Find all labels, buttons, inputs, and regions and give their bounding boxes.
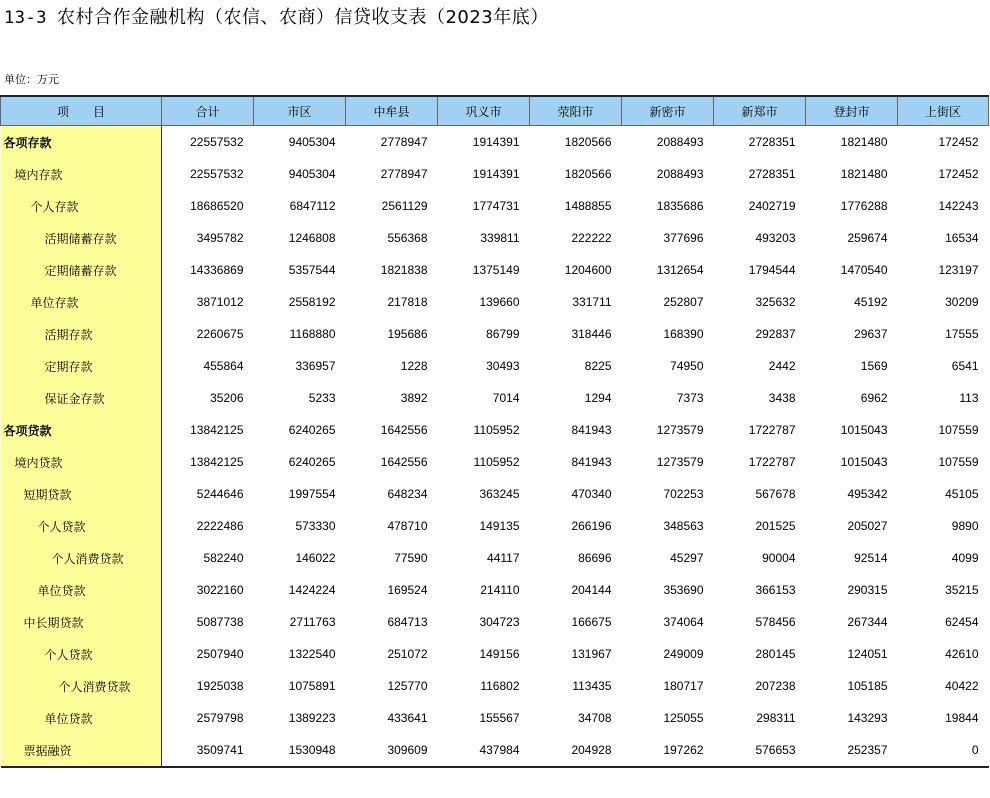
table-cell: 35206 (210, 391, 244, 405)
column-header: 合计 (162, 96, 254, 126)
table-cell: 22557532 (190, 135, 244, 149)
row-label: 保证金存款 (1, 382, 162, 414)
row-label: 各项存款 (1, 126, 162, 159)
table-cell: 2728351 (748, 135, 796, 149)
table-cell: 290315 (847, 583, 888, 597)
table-cell: 1075891 (288, 679, 336, 693)
table-cell: 366153 (755, 583, 796, 597)
table-cell: 195686 (387, 327, 428, 341)
table-cell: 1722787 (748, 455, 796, 469)
table-cell: 251072 (387, 647, 428, 661)
unit-label: 单位：万元 (4, 73, 59, 86)
table-cell: 336957 (295, 359, 336, 373)
row-label: 单位贷款 (1, 702, 162, 734)
table-cell: 90004 (762, 551, 796, 565)
table-cell: 113435 (572, 679, 612, 693)
table-cell: 5233 (308, 391, 336, 405)
table-cell: 249009 (663, 647, 704, 661)
table-cell: 214110 (480, 583, 520, 597)
table-cell: 86799 (486, 327, 520, 341)
column-header: 荥阳市 (530, 96, 622, 126)
table-row (1, 606, 989, 638)
table-cell: 3871012 (196, 295, 244, 309)
table-cell: 493203 (755, 231, 796, 245)
table-cell: 19844 (945, 711, 979, 725)
table-body (1, 126, 989, 768)
table-cell: 6962 (860, 391, 888, 405)
table-cell: 204144 (571, 583, 612, 597)
table-cell: 1273579 (656, 455, 704, 469)
table-cell: 197262 (622, 734, 714, 767)
table-cell: 2711763 (289, 615, 336, 629)
table-code: 13-3 (4, 8, 47, 28)
table-cell: 556368 (387, 231, 428, 245)
table-cell: 252807 (663, 295, 704, 309)
table-cell: 62454 (945, 615, 979, 629)
table-cell: 339811 (480, 231, 520, 245)
table-cell: 5244646 (196, 487, 244, 501)
table-cell: 172452 (938, 167, 979, 181)
table-cell: 3022160 (196, 583, 244, 597)
table-cell: 292837 (755, 327, 796, 341)
row-label: 各项贷款 (1, 414, 162, 446)
row-label: 个人存款 (1, 190, 162, 222)
table-cell: 16534 (945, 231, 979, 245)
table-row (1, 382, 989, 414)
table-cell: 2507940 (196, 647, 244, 661)
table-cell: 1105952 (473, 455, 520, 469)
table-cell: 298311 (756, 711, 796, 725)
table-cell: 1530948 (254, 734, 346, 767)
table-cell: 1375149 (472, 263, 520, 277)
table-cell: 841943 (571, 423, 612, 437)
column-header: 市区 (254, 96, 346, 126)
table-row (1, 318, 989, 350)
table-cell: 495342 (847, 487, 888, 501)
row-label: 活期存款 (1, 318, 162, 350)
table-cell: 116802 (480, 679, 520, 693)
table-row (1, 254, 989, 286)
table-cell: 217818 (387, 295, 428, 309)
table-cell: 252357 (806, 734, 898, 767)
table-cell: 142243 (938, 199, 979, 213)
table-cell: 1835686 (656, 199, 704, 213)
table-cell: 155567 (479, 711, 520, 725)
table-cell: 3892 (400, 391, 428, 405)
table-cell: 1273579 (656, 423, 704, 437)
table-cell: 437984 (438, 734, 530, 767)
table-cell: 1821480 (840, 167, 888, 181)
row-label: 定期存款 (1, 350, 162, 382)
table-cell: 9405304 (288, 135, 336, 149)
table-cell: 2728351 (748, 167, 796, 181)
column-header: 上街区 (898, 96, 989, 126)
table-row (1, 446, 989, 478)
table-cell: 207238 (755, 679, 796, 693)
table-cell: 1794544 (748, 263, 796, 277)
table-row (1, 158, 989, 190)
table-cell: 1821838 (380, 263, 428, 277)
table-cell: 702253 (663, 487, 704, 501)
column-header: 新郑市 (714, 96, 806, 126)
row-label: 短期贷款 (1, 478, 162, 510)
column-header: 新密市 (622, 96, 714, 126)
table-cell: 9890 (951, 519, 979, 533)
row-label: 中长期贷款 (1, 606, 162, 638)
row-label: 个人贷款 (1, 510, 162, 542)
table-cell: 2778947 (380, 135, 428, 149)
row-label: 单位存款 (1, 286, 162, 318)
table-cell: 169524 (387, 583, 428, 597)
table-cell: 107559 (938, 423, 979, 437)
table-cell: 45105 (945, 487, 979, 501)
table-cell: 1821480 (840, 135, 888, 149)
table-cell: 455864 (203, 359, 244, 373)
table-row (1, 126, 989, 159)
table-cell: 13842125 (190, 423, 244, 437)
table-cell: 377696 (663, 231, 704, 245)
table-cell: 1722787 (748, 423, 796, 437)
table-cell: 131967 (571, 647, 612, 661)
row-label: 境内存款 (1, 158, 162, 190)
table-row (1, 286, 989, 318)
table-cell: 180717 (663, 679, 704, 693)
table-cell: 2088493 (656, 167, 704, 181)
table-cell: 5087738 (196, 615, 244, 629)
table-cell: 304723 (479, 615, 520, 629)
column-header: 中牟县 (346, 96, 438, 126)
table-cell: 13842125 (190, 455, 244, 469)
table-cell: 77590 (394, 551, 428, 565)
table-row (1, 542, 989, 574)
table-cell: 113 (959, 391, 979, 405)
table-cell: 172452 (938, 135, 979, 149)
table-cell: 45297 (670, 551, 704, 565)
table-cell: 478710 (387, 519, 428, 533)
table-cell: 1642556 (380, 455, 428, 469)
table-cell: 125770 (387, 679, 428, 693)
table-row (1, 702, 989, 734)
table-cell: 1312654 (656, 263, 704, 277)
table-cell: 105185 (847, 679, 888, 693)
table-row (1, 574, 989, 606)
table-cell: 348563 (663, 519, 704, 533)
table-cell: 1015043 (840, 455, 888, 469)
table-row (1, 734, 989, 767)
table-cell: 29637 (854, 327, 888, 341)
table-cell: 1294 (584, 391, 612, 405)
table-cell: 3509741 (162, 734, 254, 767)
table-cell: 1820566 (564, 167, 612, 181)
table-cell: 648234 (387, 487, 428, 501)
table-cell: 318446 (571, 327, 612, 341)
table-cell: 2561129 (381, 199, 428, 213)
table-cell: 44117 (487, 551, 520, 565)
table-cell: 5357544 (288, 263, 336, 277)
table-cell: 6240265 (288, 423, 336, 437)
table-cell: 74950 (670, 359, 704, 373)
table-cell: 2222486 (196, 519, 244, 533)
table-row (1, 414, 989, 446)
table-cell: 1105952 (473, 423, 520, 437)
table-cell: 7014 (492, 391, 520, 405)
table-cell: 143293 (847, 711, 888, 725)
table-cell: 34708 (578, 711, 612, 725)
table-cell: 18686520 (190, 199, 244, 213)
table-cell: 1774731 (472, 199, 520, 213)
table-cell: 205027 (847, 519, 888, 533)
table-cell: 582240 (203, 551, 244, 565)
table-cell: 139660 (479, 295, 520, 309)
table-cell: 8225 (584, 359, 612, 373)
table-cell: 684713 (387, 615, 428, 629)
table-cell: 1322540 (288, 647, 336, 661)
table-cell: 1569 (860, 359, 888, 373)
table-row (1, 670, 989, 702)
table-cell: 267344 (847, 615, 888, 629)
table-cell: 841943 (571, 455, 612, 469)
table-cell: 280145 (755, 647, 796, 661)
table-cell: 331711 (572, 295, 612, 309)
page-title (4, 6, 549, 30)
table-cell: 201525 (755, 519, 796, 533)
table-cell: 3495782 (196, 231, 244, 245)
table-cell: 204928 (530, 734, 622, 767)
table-row (1, 350, 989, 382)
table-cell: 22557532 (190, 167, 244, 181)
row-label: 票据融资 (1, 734, 162, 767)
table-cell: 149135 (479, 519, 520, 533)
table-cell: 567678 (755, 487, 796, 501)
table-cell: 35215 (945, 583, 979, 597)
table-cell: 17555 (945, 327, 979, 341)
table-cell: 259674 (847, 231, 888, 245)
table-cell: 1168880 (289, 327, 336, 341)
table-cell: 40422 (945, 679, 979, 693)
table-cell: 3438 (768, 391, 796, 405)
table-cell: 149156 (479, 647, 520, 661)
table-row (1, 478, 989, 510)
table-cell: 353690 (663, 583, 704, 597)
table-cell: 578456 (755, 615, 796, 629)
row-label: 个人消费贷款 (1, 670, 162, 702)
table-cell: 2402719 (748, 199, 796, 213)
table-row (1, 638, 989, 670)
table-cell: 124051 (847, 647, 888, 661)
table-cell: 2778947 (380, 167, 428, 181)
table-cell: 107559 (938, 455, 979, 469)
table-cell: 266196 (571, 519, 612, 533)
table-cell: 2442 (768, 359, 796, 373)
row-label: 个人消费贷款 (1, 542, 162, 574)
column-header-item: 项 目 (1, 96, 162, 126)
credit-table (0, 95, 989, 768)
table-cell: 1389223 (288, 711, 336, 725)
column-header: 巩义市 (438, 96, 530, 126)
table-cell: 576653 (714, 734, 806, 767)
table-row (1, 510, 989, 542)
table-cell: 30209 (945, 295, 979, 309)
table-cell: 166675 (571, 615, 612, 629)
table-cell: 9405304 (288, 167, 336, 181)
table-cell: 6240265 (288, 455, 336, 469)
table-cell: 2260675 (196, 327, 244, 341)
table-cell: 1914391 (472, 167, 520, 181)
row-label: 单位贷款 (1, 574, 162, 606)
table-cell: 146022 (295, 551, 336, 565)
table-row (1, 222, 989, 254)
table-cell: 1642556 (380, 423, 428, 437)
table-cell: 7373 (676, 391, 704, 405)
table-cell: 1820566 (564, 135, 612, 149)
table-cell: 1997554 (288, 487, 336, 501)
table-cell: 2088493 (656, 135, 704, 149)
table-cell: 1246808 (288, 231, 336, 245)
table-cell: 470340 (571, 487, 612, 501)
table-cell: 2579798 (196, 711, 244, 725)
row-label: 活期储蓄存款 (1, 222, 162, 254)
table-cell: 42610 (945, 647, 979, 661)
table-cell: 1204600 (564, 263, 612, 277)
table-cell: 4099 (951, 551, 979, 565)
table-cell: 30493 (486, 359, 520, 373)
table-cell: 309609 (346, 734, 438, 767)
table-cell: 125055 (663, 711, 704, 725)
table-cell: 1925038 (196, 679, 244, 693)
table-header-row (1, 96, 989, 126)
table-cell: 2558192 (288, 295, 336, 309)
table-cell: 86696 (578, 551, 612, 565)
table-cell: 1424224 (288, 583, 336, 597)
table-title: 农村合作金融机构（农信、农商）信贷收支表（2023年底） (56, 7, 549, 28)
table-cell: 573330 (295, 519, 336, 533)
table-cell: 168390 (663, 327, 704, 341)
table-cell: 1228 (400, 359, 428, 373)
table-cell: 14336869 (190, 263, 244, 277)
table-cell: 6847112 (289, 199, 336, 213)
table-cell: 374064 (663, 615, 704, 629)
column-header: 登封市 (806, 96, 898, 126)
table-cell: 325632 (755, 295, 796, 309)
table-cell: 1470540 (840, 263, 888, 277)
table-cell: 222222 (571, 231, 612, 245)
table-cell: 45192 (854, 295, 888, 309)
row-label: 个人贷款 (1, 638, 162, 670)
table-cell: 92514 (854, 551, 888, 565)
table-cell: 6541 (951, 359, 979, 373)
row-label: 境内贷款 (1, 446, 162, 478)
table-cell: 433641 (387, 711, 428, 725)
table-row (1, 190, 989, 222)
table-cell: 363245 (479, 487, 520, 501)
table-cell: 1776288 (840, 199, 888, 213)
table-cell: 0 (898, 734, 989, 767)
row-label: 定期储蓄存款 (1, 254, 162, 286)
table-cell: 123197 (938, 263, 979, 277)
table-cell: 1015043 (840, 423, 888, 437)
table-cell: 1914391 (472, 135, 520, 149)
table-cell: 1488855 (564, 199, 612, 213)
